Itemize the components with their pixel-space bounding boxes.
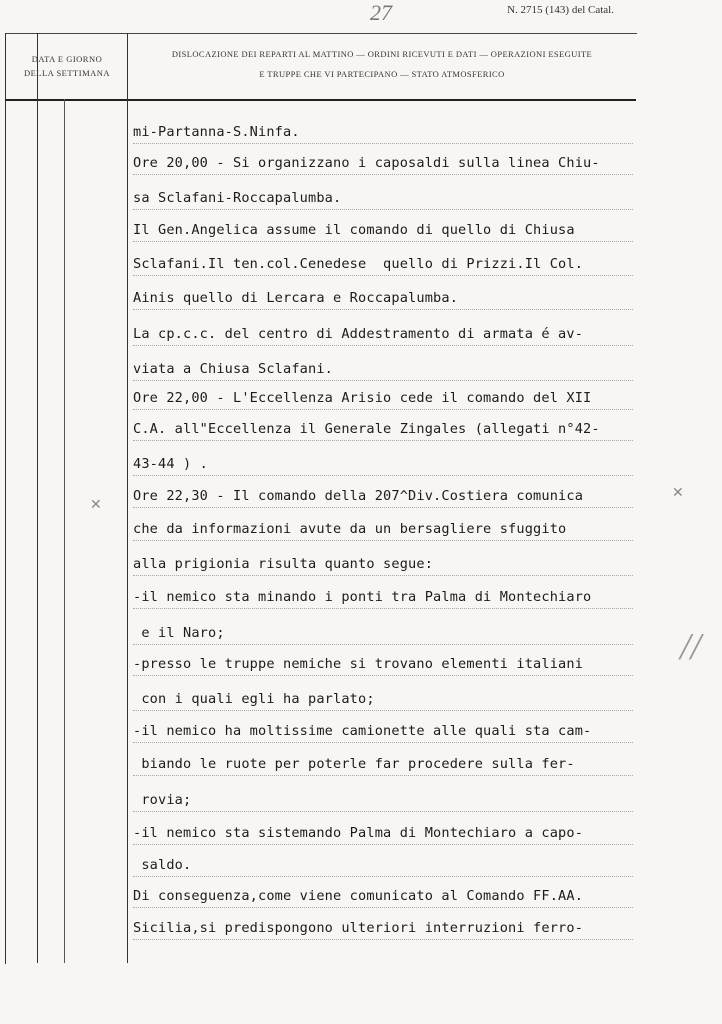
text-line: 43-44 ) . (133, 456, 209, 472)
ruled-line (133, 675, 633, 676)
text-line: Di conseguenza,come viene comunicato al Comando FF.AA. (133, 888, 584, 904)
catalog-reference: N. 2715 (143) del Catal. (507, 4, 614, 16)
ruled-line (133, 409, 633, 410)
header-date-column (8, 52, 126, 80)
ruled-line (133, 644, 633, 645)
text-line: mi-Partanna-S.Ninfa. (133, 124, 300, 140)
text-line: biando le ruote per poterle far procedere sulla fer- (133, 756, 575, 772)
text-line: C.A. all"Eccellenza il Generale Zingales (allegati n°42- (133, 421, 600, 437)
text-line: Ainis quello di Lercara e Roccapalumba. (133, 290, 459, 306)
handwritten-page-number: 27 (370, 0, 392, 25)
ruled-line (133, 775, 633, 776)
header-date-line2: DELLA SETTIMANA (23, 68, 111, 78)
text-line: -il nemico sta minando i ponti tra Palma di Montechiaro (133, 589, 592, 605)
text-line: -il nemico sta sistemando Palma di Montechiaro a capo- (133, 825, 584, 841)
ruled-line (133, 345, 633, 346)
ruled-line (133, 174, 633, 175)
ruled-line (133, 939, 633, 940)
ruled-line (133, 811, 633, 812)
text-line: Sicilia,si predispongono ulteriori interruzioni ferro- (133, 920, 584, 936)
column-divider-1 (37, 33, 38, 963)
text-line: con i quali egli ha parlato; (133, 691, 375, 707)
ruled-line (133, 608, 633, 609)
text-line: La cp.c.c. del centro di Addestramento di armata é av- (133, 326, 584, 342)
text-line: -il nemico ha moltissime camionette alle quali sta cam- (133, 723, 592, 739)
ruled-line (133, 907, 633, 908)
text-line: saldo. (133, 857, 192, 873)
text-line: viata a Chiusa Sclafani. (133, 361, 334, 377)
text-line: Ore 20,00 - Si organizzano i caposaldi sulla linea Chiu- (133, 155, 600, 171)
text-line: sa Sclafani-Roccapalumba. (133, 190, 342, 206)
header-date-line1: DATA E GIORNO (31, 54, 103, 64)
text-line: Ore 22,30 - Il comando della 207^Div.Costiera comunica (133, 488, 584, 504)
margin-x-mark-left: ✕ (90, 496, 102, 512)
text-line: -presso le truppe nemiche si trovano elementi italiani (133, 656, 584, 672)
ruled-line (133, 241, 633, 242)
ruled-line (133, 440, 633, 441)
ruled-line (133, 540, 633, 541)
text-line: alla prigionia risulta quanto segue: (133, 556, 434, 572)
column-divider-3 (127, 33, 128, 963)
ruled-line (133, 209, 633, 210)
ruled-line (133, 575, 633, 576)
column-divider-2 (64, 99, 65, 963)
header-operations-line1: DISLOCAZIONE DEI REPARTI AL MATTINO — ORDINI RICEVUTI E DATI — OPERAZIONI ESEGUITE (171, 49, 593, 59)
text-line: e il Naro; (133, 625, 225, 641)
ruled-line (133, 143, 633, 144)
ruled-line (133, 475, 633, 476)
ruled-line (133, 844, 633, 845)
text-line: Ore 22,00 - L'Eccellenza Arisio cede il comando del XII (133, 390, 592, 406)
ruled-line (133, 710, 633, 711)
ruled-line (133, 309, 633, 310)
ruled-line (133, 275, 633, 276)
ruled-line (133, 507, 633, 508)
header-operations-column (128, 44, 636, 84)
ruled-line (133, 742, 633, 743)
ruled-line (133, 876, 633, 877)
text-line: Il Gen.Angelica assume il comando di quello di Chiusa (133, 222, 575, 238)
ruled-line (133, 380, 633, 381)
text-line: rovia; (133, 792, 192, 808)
margin-x-mark-right: ✕ (672, 484, 684, 500)
header-operations-line2: E TRUPPE CHE VI PARTECIPANO — STATO ATMOSFERICO (259, 69, 505, 79)
text-line: che da informazioni avute da un bersagliere sfuggito (133, 521, 567, 537)
margin-pencil-marks: // (680, 626, 702, 668)
text-line: Sclafani.Il ten.col.Cenedese quello di Prizzi.Il Col. (133, 256, 584, 272)
